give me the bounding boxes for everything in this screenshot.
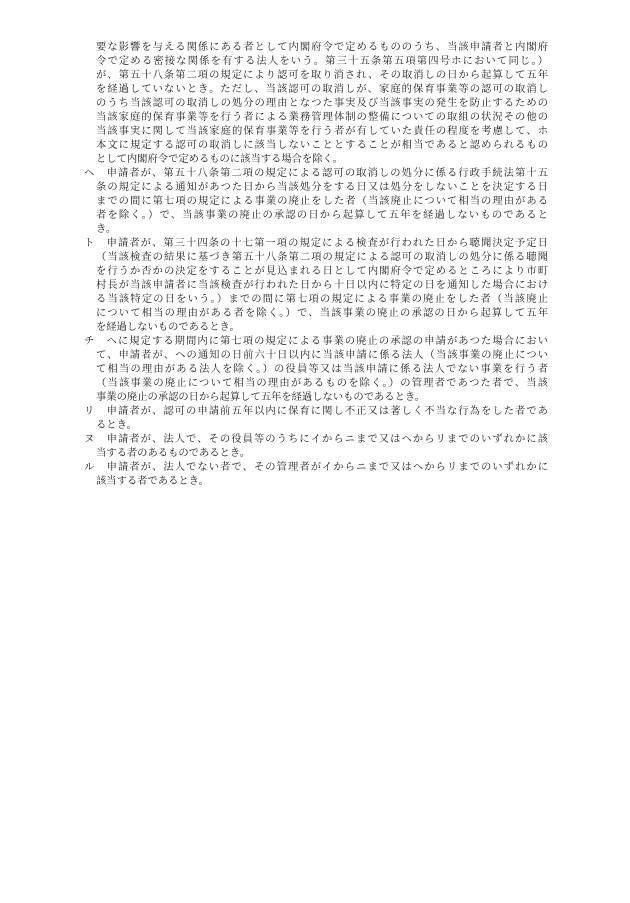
item-marker: ヘ xyxy=(84,167,95,179)
item-marker: ル xyxy=(84,461,95,473)
text-line: が、第五十八条第二項の規定により認可を取り消され、その取消しの日から起算して五年 xyxy=(96,69,548,81)
text-line: 申請者が、第五十八条第二項の規定による認可の取消しの処分に係る行政手続法第十五 xyxy=(106,167,548,179)
text-line: て、申請者が、ヘの通知の日前六十日以内に当該申請に係る法人（当該事業の廃止につい xyxy=(96,349,548,361)
text-line: るとき。 xyxy=(96,419,137,431)
item-ru xyxy=(84,460,548,488)
item-chi xyxy=(84,334,548,404)
text-line: について相当の理由がある者を除く。）で、当該事業の廃止の承認の日から起算して五年 xyxy=(96,307,548,319)
continuation-paragraph xyxy=(84,40,548,166)
text-line: ヘに規定する期間内に第七項の規定による事業の廃止の承認の申請があつた場合におい xyxy=(106,335,548,347)
text-line: を経過していないとき。ただし、当該認可の取消しが、家庭的保育事業等の認可の取消し xyxy=(96,83,548,95)
text-line: 要な影響を与える関係にある者として内閣府令で定めるもののうち、当該申請者と内閣府 xyxy=(96,41,548,53)
item-first-line xyxy=(84,432,548,446)
item-first-line xyxy=(84,236,548,250)
item-marker: チ xyxy=(84,335,95,347)
text-line: 当該家庭的保育事業等を行う者による業務管理体制の整備についての取組の状況その他の xyxy=(96,111,548,123)
text-line: までの間に第七項の規定による事業の廃止をした者（当該廃止について相当の理由がある xyxy=(96,195,548,207)
text-line: を経過しないものであるとき。 xyxy=(96,321,240,333)
text-line: を行うか否かの決定をすることが見込まれる日として内閣府令で定めるところにより市町 xyxy=(96,265,548,277)
text-line: 申請者が、第三十四条の十七第一項の規定による検査が行われた日から聴聞決定予定日 xyxy=(106,237,548,249)
text-line: （当該事業の廃止について相当の理由があるものを除く。）の管理者であつた者で、当該 xyxy=(96,377,548,389)
item-he xyxy=(84,166,548,236)
text-line: のうち当該認可の取消しの処分の理由となつた事実及び当該事実の発生を防止するための xyxy=(96,97,548,109)
item-first-line xyxy=(84,460,548,474)
text-line: 村長が当該申請者に当該検査が行われた日から十日以内に特定の日を通知した場合におけ xyxy=(96,279,548,291)
item-nu xyxy=(84,432,548,460)
item-marker: リ xyxy=(84,405,95,417)
text-line: 本文に規定する認可の取消しに該当しないこととすることが相当であると認められるもの xyxy=(96,139,548,151)
item-first-line xyxy=(84,166,548,180)
text-line: 申請者が、法人で、その役員等のうちにイからニまで又はヘからリまでのいずれかに該 xyxy=(106,433,548,445)
text-line: 該当する者であるとき。 xyxy=(96,475,209,487)
text-line: として内閣府令で定めるものに該当する場合を除く。 xyxy=(96,153,343,165)
text-line: （当該検査の結果に基づき第五十八条第二項の規定による認可の取消しの処分に係る聴聞 xyxy=(96,251,548,263)
text-line: 者を除く。）で、当該事業の廃止の承認の日から起算して五年を経過しないものであると xyxy=(96,209,548,221)
text-line: き。 xyxy=(96,223,117,235)
text-line: 当該事実に関して当該家庭的保育事業等を行う者が有していた責任の程度を考慮して、ホ xyxy=(96,125,548,137)
text-line: 申請者が、法人でない者で、その管理者がイからニまで又はヘからリまでのいずれかに xyxy=(106,461,548,473)
item-first-line xyxy=(84,334,548,348)
text-line: て相当の理由がある法人を除く。）の役員等又は当該申請に係る法人でない事業を行う者 xyxy=(96,363,548,375)
item-ri xyxy=(84,404,548,432)
text-line: 令で定める密接な関係を有する法人をいう。第三十五条第五項第四号ホにおいて同じ。） xyxy=(96,55,548,67)
text-line: る当該特定の日をいう。）までの間に第七項の規定による事業の廃止をした者（当該廃止 xyxy=(96,293,548,305)
item-first-line xyxy=(84,404,548,418)
text-line: 当する者のあるものであるとき。 xyxy=(96,447,251,459)
item-marker: ト xyxy=(84,237,95,249)
text-line: 条の規定による通知があつた日から当該処分をする日又は処分をしないことを決定する日 xyxy=(96,181,548,193)
text-line: 申請者が、認可の申請前五年以内に保育に関し不正又は著しく不当な行為をした者であ xyxy=(106,405,548,417)
text-line: 事業の廃止の承認の日から起算して五年を経過しないものであるとき。 xyxy=(96,391,426,403)
item-to xyxy=(84,236,548,334)
item-marker: ヌ xyxy=(84,433,95,445)
document-body xyxy=(84,40,548,488)
